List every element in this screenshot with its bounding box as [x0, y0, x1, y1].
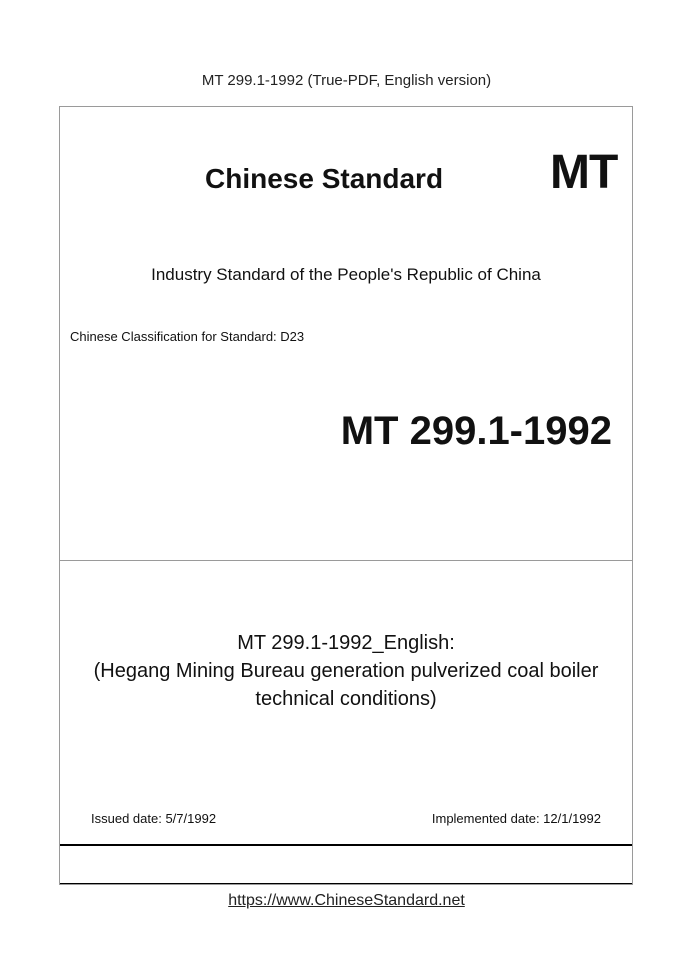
cover-heading: Chinese Standard: [205, 163, 444, 194]
document-title-line-1: MT 299.1-1992_English:: [237, 632, 455, 654]
industry-line: Industry Standard of the People's Republic of China: [151, 265, 541, 284]
cover-middle-section: [60, 561, 632, 845]
standard-mark: MT: [550, 146, 618, 199]
classification-line: Chinese Classification for Standard: D23: [70, 329, 305, 344]
issued-date: Issued date: 5/7/1992: [91, 811, 217, 826]
cover-bottom-bar: [60, 845, 632, 884]
cover-top-section: [60, 107, 632, 561]
standard-code: MT 299.1-1992: [340, 409, 612, 453]
page-header-title: MT 299.1-1992 (True-PDF, English version): [201, 72, 492, 89]
cover-frame: [59, 106, 633, 885]
website-link[interactable]: https://www.ChineseStandard.net: [228, 892, 465, 909]
document-title-line-3: technical conditions): [255, 688, 437, 710]
document-title: [60, 629, 632, 713]
implemented-date: Implemented date: 12/1/1992: [431, 811, 601, 826]
document-title-line-2: (Hegang Mining Bureau generation pulverized coal boiler: [93, 660, 599, 682]
